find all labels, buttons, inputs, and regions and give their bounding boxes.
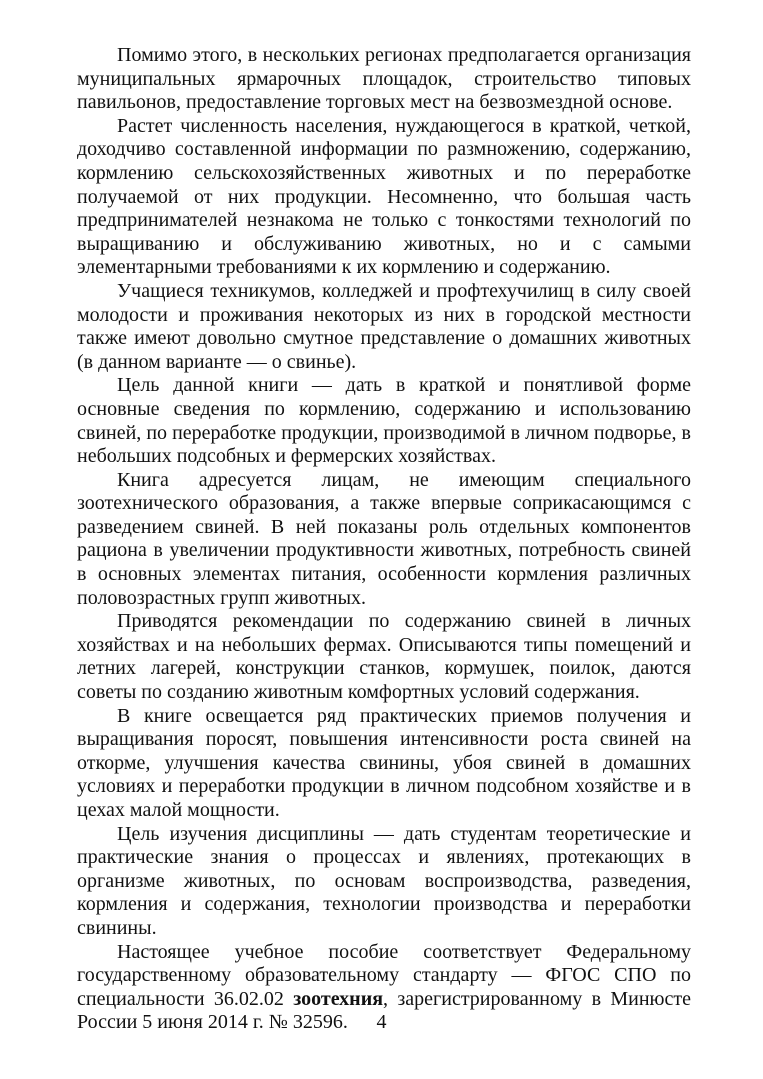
paragraph-6: Приводятся рекомендации по содержанию свиней в личных хозяйствах и на небольших фермах. Описываются типы помещений и летних лагерей, конструкции станков, кормушек, поилок, даются советы по созданию животным комфортных условий содержания. [77, 610, 691, 704]
paragraph-9-text-end: , зарегистрированному в Минюсте России 5 июня 2014 г. № 32596. [77, 987, 691, 1034]
document-page [77, 44, 691, 1035]
paragraph-3: Учащиеся техникумов, колледжей и профтехучилищ в силу своей молодости и проживания некоторых из них в городской местности также имеют довольно смутное представление о домашних животных (в данном варианте — о свинье). [77, 279, 691, 373]
paragraph-4: Цель данной книги — дать в краткой и понятливой форме основные сведения по кормлению, содержанию и использованию свиней, по переработке продукции, производимой в личном подворье, в небольших подсобных и фермерских хозяйствах. [77, 374, 691, 468]
paragraph-8: Цель изучения дисциплины — дать студентам теоретические и практические знания о процессах и явлениях, протекающих в организме животных, по основам воспроизводства, разведения, кормления и содержания, технологии производства и переработки свинины. [77, 822, 691, 939]
paragraph-5: Книга адресуется лицам, не имеющим специального зоотехнического образования, а также впервые соприкасающимся с разведением свиней. В ней показаны роль отдельных компонентов рациона в увеличении продуктивности животных, потребность свиней в основных элементах питания, особенности кормления различных половозрастных групп животных. [77, 468, 691, 609]
paragraph-9-text-start: Настоящее учебное пособие соответствует Федеральному государственному образовательному стандарту — ФГОС СПО по специальности 36.02.02 [77, 940, 691, 1010]
paragraph-2: Растет численность населения, нуждающегося в краткой, четкой, доходчиво составленной информации по размножению, содержанию, кормлению сельскохозяйственных животных и по переработке получаемой от них продукции. Несомненно, что большая часть предпринимателей незнакома не только с тонкостями технологий по выращиванию и обслуживанию животных, но и с самыми элементарными требованиями к их кормлению и содержанию. [77, 114, 691, 279]
paragraph-9-bold-term: зоотехния [293, 987, 384, 1010]
paragraph-7: В книге освещается ряд практических приемов получения и выращивания поросят, повышения интенсивности роста свиней на откорме, улучшения качества свинины, убоя свиней в домашних условиях и переработки продукции в личном подсобном хозяйстве и в цехах малой мощности. [77, 704, 691, 821]
paragraph-1: Помимо этого, в нескольких регионах предполагается организация муниципальных ярмарочных площадок, строительство типовых павильонов, предоставление торговых мест на безвозмездной основе. [77, 44, 691, 114]
page-number: 4 [376, 1011, 387, 1033]
